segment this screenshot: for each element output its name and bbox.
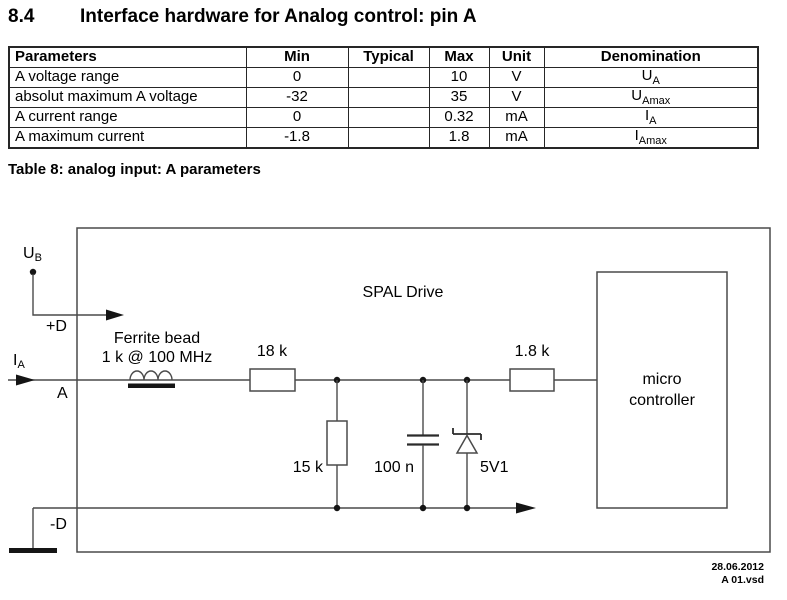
denom-base: I: [634, 126, 639, 144]
denom-base: I: [644, 106, 650, 124]
microcontroller-box: [597, 272, 727, 508]
junction-dot: [464, 505, 470, 511]
section-number: 8.4: [8, 6, 35, 27]
table-caption: Table 8: analog input: A parameters: [8, 161, 261, 178]
ia-base: I: [13, 352, 18, 369]
cell-max: 0.32: [429, 107, 489, 127]
diagram-filename: A 01.vsd: [721, 574, 764, 586]
cell-max: 10: [429, 67, 489, 87]
cell-max: 35: [429, 87, 489, 107]
col-header-typical: Typical: [348, 47, 429, 67]
cell-unit: V: [489, 67, 544, 87]
cell-unit: V: [489, 87, 544, 107]
cell-min: 0: [246, 107, 348, 127]
cell-unit: mA: [489, 127, 544, 148]
label-resistor-1k8: 1.8 k: [514, 343, 550, 360]
resistor-15k-symbol: [327, 421, 347, 465]
ub-sub: B: [34, 252, 42, 264]
label-capacitor-100n: 100 n: [373, 459, 414, 476]
junction-dot: [334, 505, 340, 511]
denom-sub: Amax: [642, 94, 671, 107]
cell-min: -32: [246, 87, 348, 107]
label-resistor-15k: 15 k: [292, 459, 323, 476]
arrow-right-icon: [16, 375, 35, 386]
cell-min: 0: [246, 67, 348, 87]
ferrite-core-bar: [128, 384, 175, 389]
cell-parameter: A voltage range: [9, 67, 246, 87]
cell-min: -1.8: [246, 127, 348, 148]
ub-base: U: [23, 245, 35, 262]
section-title: Interface hardware for Analog control: pin A: [80, 6, 477, 27]
label-pin-a: A: [57, 385, 68, 402]
label-zener-5v1: 5V1: [480, 459, 509, 476]
col-header-min: Min: [246, 47, 348, 67]
denom-sub: Amax: [638, 134, 667, 147]
label-ub: [23, 245, 42, 264]
junction-dot: [420, 505, 426, 511]
label-resistor-18k: 18 k: [256, 343, 288, 360]
label-ferrite-bead: Ferrite bead: [113, 330, 201, 347]
label-pin-minus-d: -D: [50, 516, 67, 533]
label-mcu-line1: micro: [642, 371, 682, 388]
col-header-denomination: Denomination: [544, 47, 758, 67]
label-ia: [13, 352, 25, 371]
label-spal-drive: SPAL Drive: [362, 284, 444, 301]
col-header-unit: Unit: [489, 47, 544, 67]
cell-parameter: A current range: [9, 107, 246, 127]
ia-sub: A: [17, 359, 25, 371]
col-header-parameters: Parameters: [9, 47, 246, 67]
col-header-max: Max: [429, 47, 489, 67]
denom-base: U: [641, 66, 653, 84]
denom-sub: A: [652, 74, 660, 87]
label-pin-plus-d: +D: [46, 318, 67, 335]
cell-max: 1.8: [429, 127, 489, 148]
label-ferrite-value: 1 k @ 100 MHz: [101, 349, 213, 366]
denom-base: U: [631, 86, 643, 104]
label-mcu-line2: controller: [629, 392, 695, 409]
resistor-18k-symbol: [250, 369, 295, 391]
cell-parameter: A maximum current: [9, 127, 246, 148]
cell-unit: mA: [489, 107, 544, 127]
cell-parameter: absolut maximum A voltage: [9, 87, 246, 107]
diagram-date: 28.06.2012: [711, 561, 764, 573]
denom-sub: A: [649, 114, 657, 127]
ground-bar: [9, 548, 57, 553]
resistor-1k8-symbol: [510, 369, 554, 391]
